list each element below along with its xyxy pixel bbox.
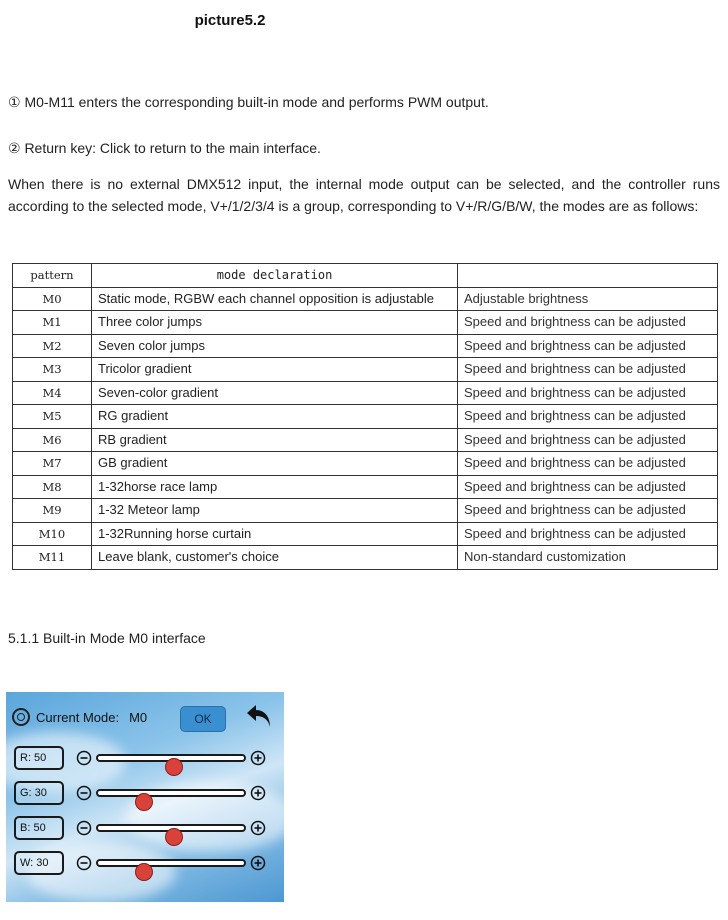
note-mode-keys: ① M0-M11 enters the corresponding built-in mode and performs PWM output. [8,94,489,110]
channel-row [14,746,276,772]
minus-circle-icon[interactable] [76,820,92,836]
mode-declaration-cell: RG gradient [92,405,458,429]
pattern-cell: M7 [13,452,92,476]
figure-caption: picture5.2 [194,12,266,29]
table-row [13,287,718,311]
table-header-row [13,264,718,288]
adjustment-cell: Non-standard customization [458,546,718,570]
section-title: 5.1.1 Built-in Mode M0 interface [8,630,206,646]
pattern-cell: M9 [13,499,92,523]
pattern-cell: M3 [13,358,92,382]
table-row [13,499,718,523]
mode-declaration-cell: Seven color jumps [92,334,458,358]
channel-slider-track[interactable] [96,754,246,762]
adjustment-cell: Speed and brightness can be adjusted [458,358,718,382]
plus-circle-icon[interactable] [250,785,266,801]
pattern-cell: M2 [13,334,92,358]
note-internal-mode: When there is no external DMX512 input, the internal mode output can be selected, and the controller runs according to the selected mode, V+/1/2/3/4 is a group, corresponding to V+/R/G/B/W, the modes are as follows: [8,176,720,214]
table-row [13,475,718,499]
channel-slider-knob[interactable] [165,828,183,846]
table-row [13,522,718,546]
channel-slider-track[interactable] [96,824,246,832]
channel-value-label: W: 30 [14,851,64,875]
current-mode-label: Current Mode: [36,709,120,725]
mode-table [12,263,718,570]
current-mode-value: M0 [129,709,148,725]
minus-circle-icon[interactable] [76,785,92,801]
note-return-key: ② Return key: Click to return to the main interface. [8,140,321,156]
pattern-cell: M10 [13,522,92,546]
channel-row [14,851,276,877]
table-row [13,428,718,452]
target-icon [12,708,30,726]
channel-slider-knob[interactable] [165,758,183,776]
plus-circle-icon[interactable] [250,820,266,836]
pattern-cell: M6 [13,428,92,452]
adjustment-cell: Adjustable brightness [458,287,718,311]
back-arrow-icon[interactable] [244,702,274,730]
adjustment-cell: Speed and brightness can be adjusted [458,381,718,405]
adjustment-cell: Speed and brightness can be adjusted [458,428,718,452]
mode-declaration-cell: Leave blank, customer's choice [92,546,458,570]
mode-declaration-cell: RB gradient [92,428,458,452]
table-row [13,405,718,429]
minus-circle-icon[interactable] [76,855,92,871]
pattern-cell: M0 [13,287,92,311]
mode-declaration-cell: Three color jumps [92,311,458,335]
mode-declaration-cell: Tricolor gradient [92,358,458,382]
mode-m0-panel [6,692,284,902]
channel-slider-track[interactable] [96,859,246,867]
pattern-cell: M4 [13,381,92,405]
minus-circle-icon[interactable] [76,750,92,766]
adjustment-cell: Speed and brightness can be adjusted [458,311,718,335]
current-mode-row [12,708,147,726]
channel-slider-knob[interactable] [135,863,153,881]
adjustment-cell: Speed and brightness can be adjusted [458,452,718,476]
table-body [13,287,718,569]
mode-declaration-cell: Seven-color gradient [92,381,458,405]
mode-declaration-cell: 1-32horse race lamp [92,475,458,499]
channel-row [14,781,276,807]
mode-declaration-cell: Static mode, RGBW each channel opposition is adjustable [92,287,458,311]
table-row [13,334,718,358]
channel-slider-knob[interactable] [135,793,153,811]
adjustment-cell: Speed and brightness can be adjusted [458,522,718,546]
adjustment-cell: Speed and brightness can be adjusted [458,405,718,429]
pattern-cell: M8 [13,475,92,499]
mode-declaration-cell: 1-32Running horse curtain [92,522,458,546]
header-pattern: pattern [13,264,92,288]
pattern-cell: M11 [13,546,92,570]
plus-circle-icon[interactable] [250,855,266,871]
adjustment-cell: Speed and brightness can be adjusted [458,475,718,499]
channel-value-label: G: 30 [14,781,64,805]
table-row [13,381,718,405]
table-row [13,311,718,335]
channel-value-label: R: 50 [14,746,64,770]
table-row [13,546,718,570]
plus-circle-icon[interactable] [250,750,266,766]
channel-row [14,816,276,842]
adjustment-cell: Speed and brightness can be adjusted [458,499,718,523]
table-row [13,452,718,476]
channel-value-label: B: 50 [14,816,64,840]
mode-declaration-cell: GB gradient [92,452,458,476]
header-blank [458,264,718,288]
adjustment-cell: Speed and brightness can be adjusted [458,334,718,358]
pattern-cell: M5 [13,405,92,429]
mode-declaration-cell: 1-32 Meteor lamp [92,499,458,523]
table-row [13,358,718,382]
header-mode-declaration: mode declaration [92,264,458,288]
pattern-cell: M1 [13,311,92,335]
ok-button[interactable]: OK [180,706,226,732]
channel-slider-track[interactable] [96,789,246,797]
